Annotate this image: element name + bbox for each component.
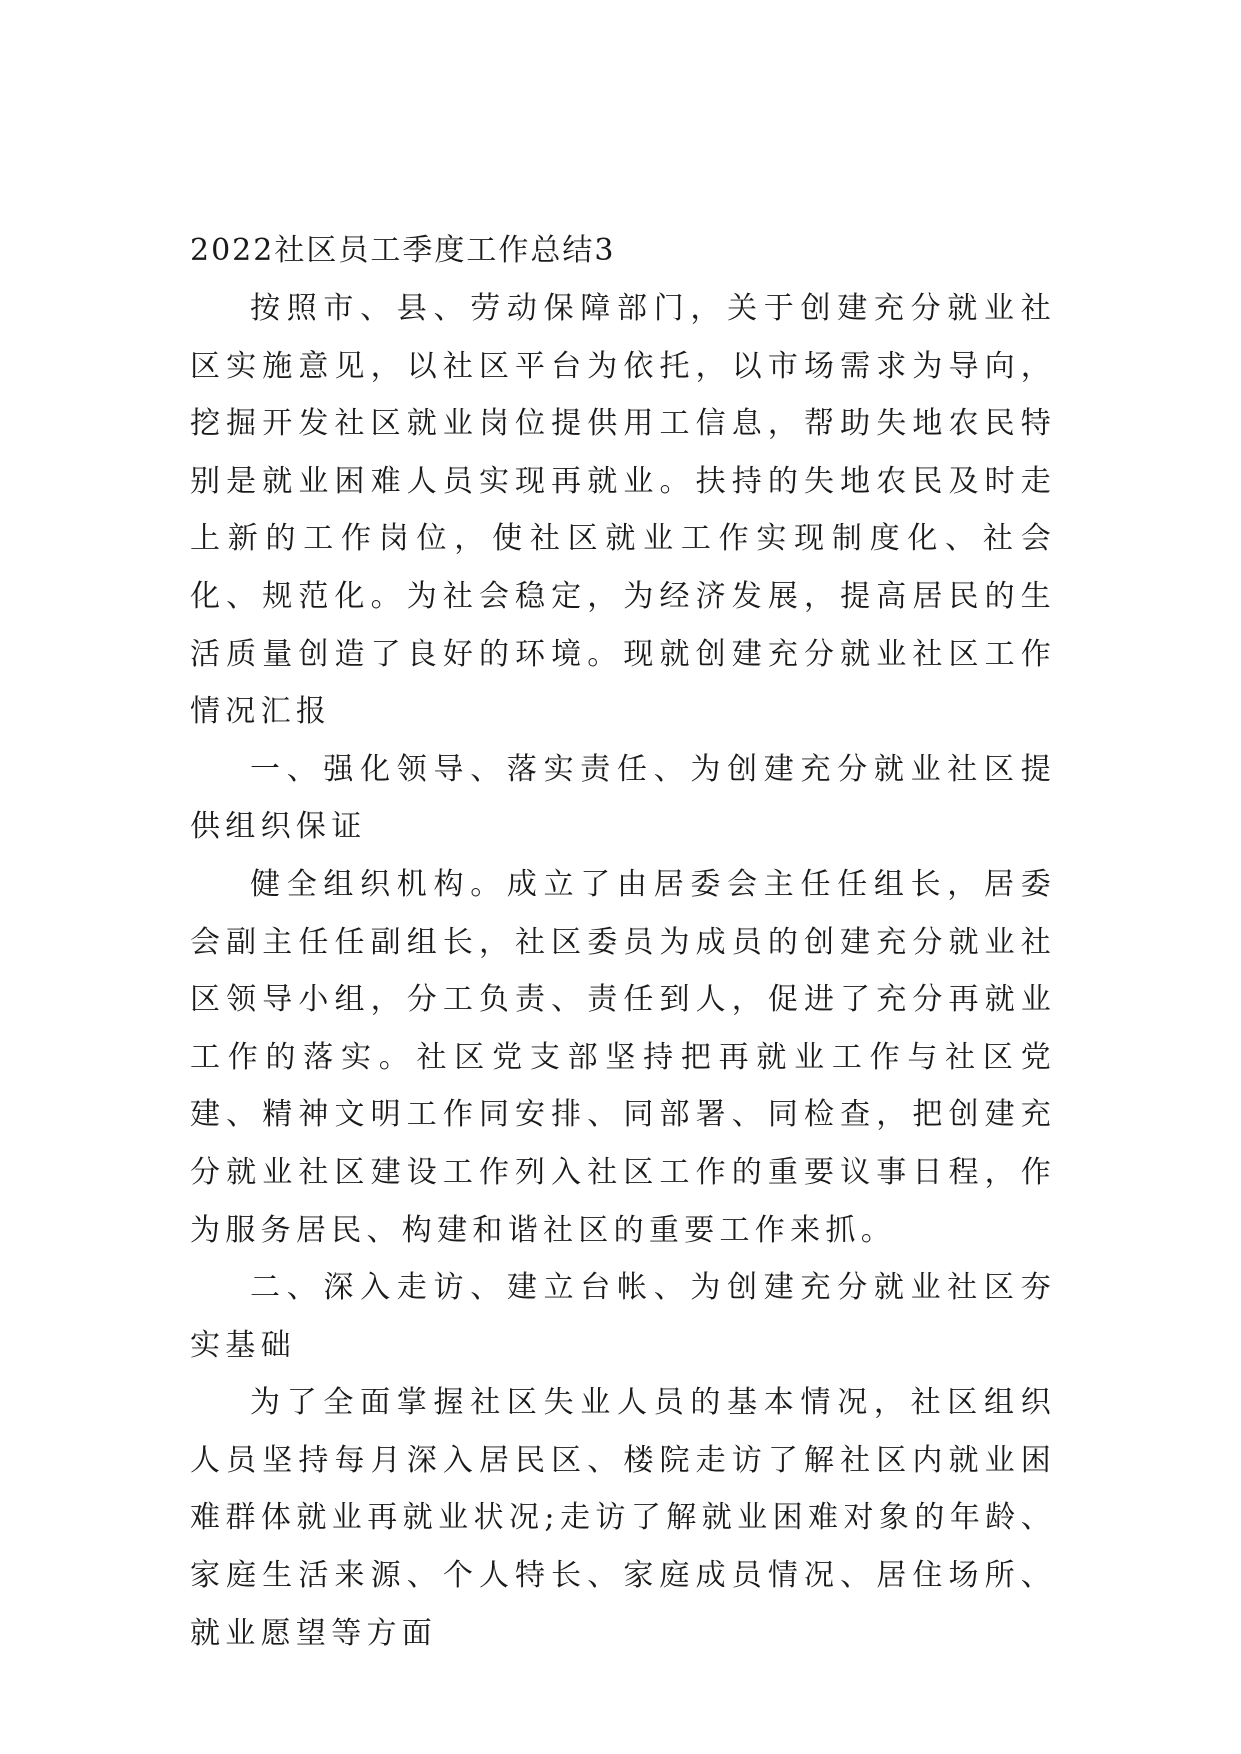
document-title: 2022社区员工季度工作总结3: [190, 233, 616, 268]
section-2-paragraph: 为了全面掌握社区失业人员的基本情况，社区组织人员坚持每月深入居民区、楼院走访了解社区内就业困难群体就业再就业状况;走访了解就业困难对象的年龄、家庭生活来源、个人特长、家庭成员情况、居住场所、就业愿望等方面: [190, 1385, 1056, 1651]
section-heading-2: 二、深入走访、建立台帐、为创建充分就业社区夯实基础: [190, 1270, 1056, 1363]
section-1-paragraph: 健全组织机构。成立了由居委会主任任组长，居委会副主任任副组长，社区委员为成员的创建充分就业社区领导小组，分工负责、责任到人，促进了充分再就业工作的落实。社区党支部坚持把再就业工作与社区党建、精神文明工作同安排、同部署、同检查，把创建充分就业社区建设工作列入社区工作的重要议事日程，作为服务居民、构建和谐社区的重要工作来抓。: [190, 866, 1056, 1248]
section-heading-1: 一、强化领导、落实责任、为创建充分就业社区提供组织保证: [190, 751, 1056, 845]
intro-paragraph: 按照市、县、劳动保障部门，关于创建充分就业社区实施意见，以社区平台为依托，以市场需求为导向，挖掘开发社区就业岗位提供用工信息，帮助失地农民特别是就业困难人员实现再就业。扶持的失地农民及时走上新的工作岗位，使社区就业工作实现制度化、社会化、规范化。为社会稳定，为经济发展，提高居民的生活质量创造了良好的环境。现就创建充分就业社区工作情况汇报: [190, 291, 1056, 730]
document-body: [190, 222, 1056, 1662]
